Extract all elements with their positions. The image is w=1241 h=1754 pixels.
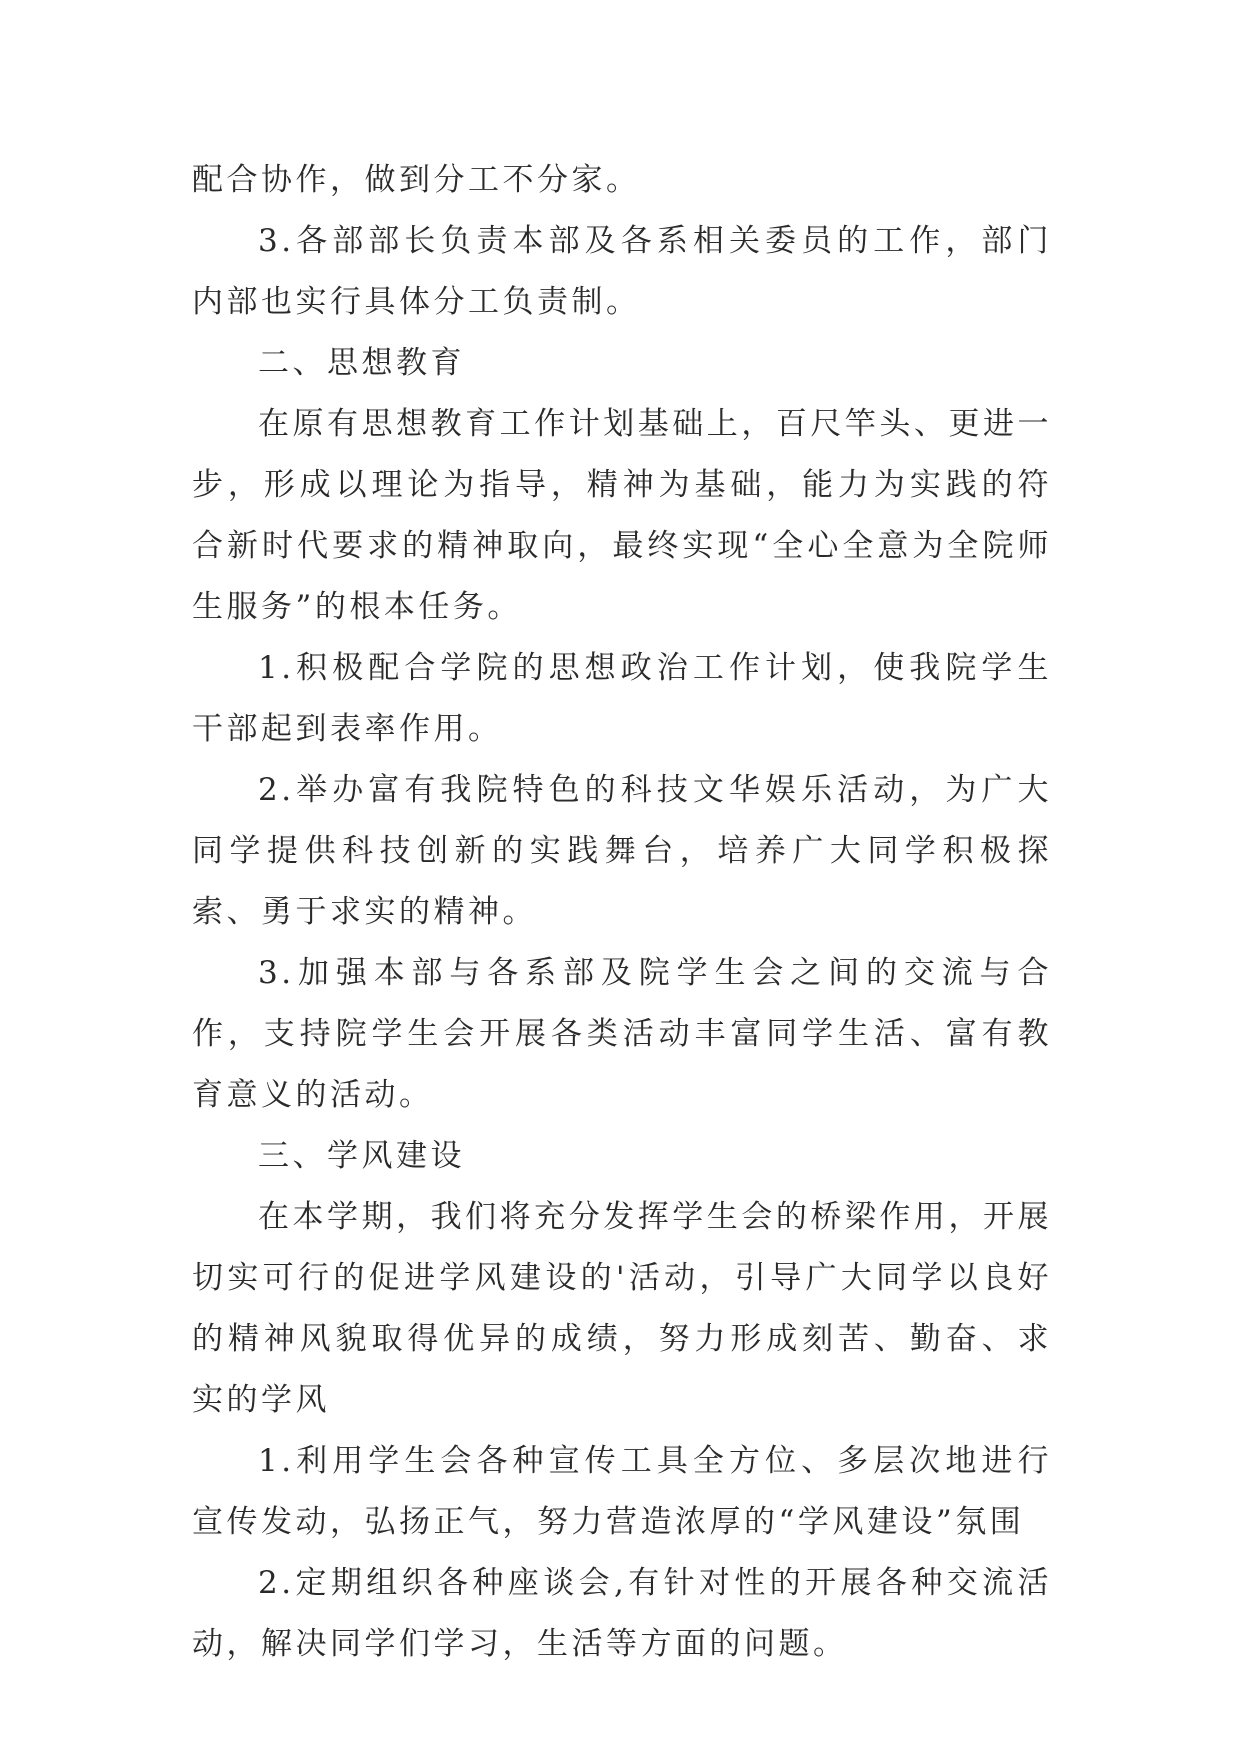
paragraph-continuation: 配合协作，做到分工不分家。 — [192, 162, 641, 198]
list-item-3-communication: 3.加强本部与各系部及院学生会之间的交流与合作，支持院学生会开展各类活动丰富同学生活、富有教育意义的活动。 — [192, 955, 1052, 1113]
section-heading-ideological-education: 二、思想教育 — [258, 345, 465, 381]
list-item-3-department-heads: 3.各部部长负责本部及各系相关委员的工作，部门内部也实行具体分工负责制。 — [192, 223, 1052, 320]
paragraph-study-style: 在本学期，我们将充分发挥学生会的桥梁作用，开展切实可行的促进学风建设的'活动，引导广大同学以良好的精神风貌取得优异的成绩，努力形成刻苦、勤奋、求实的学风 — [192, 1199, 1052, 1418]
section-heading-study-style: 三、学风建设 — [258, 1138, 465, 1174]
list-item-2-tech-activities: 2.举办富有我院特色的科技文华娱乐活动，为广大同学提供科技创新的实践舞台，培养广大同学积极探索、勇于求实的精神。 — [192, 772, 1052, 930]
paragraph-ideological-education: 在原有思想教育工作计划基础上，百尺竿头、更进一步，形成以理论为指导，精神为基础，能力为实践的符合新时代要求的精神取向，最终实现“全心全意为全院师生服务”的根本任务。 — [192, 406, 1052, 625]
list-item-2-seminars: 2.定期组织各种座谈会,有针对性的开展各种交流活动，解决同学们学习，生活等方面的问题。 — [192, 1565, 1052, 1662]
list-item-1-publicity: 1.利用学生会各种宣传工具全方位、多层次地进行宣传发动，弘扬正气，努力营造浓厚的“学风建设”氛围 — [192, 1443, 1052, 1540]
list-item-1-political-work: 1.积极配合学院的思想政治工作计划，使我院学生干部起到表率作用。 — [192, 650, 1052, 747]
document-page — [192, 150, 1052, 1675]
